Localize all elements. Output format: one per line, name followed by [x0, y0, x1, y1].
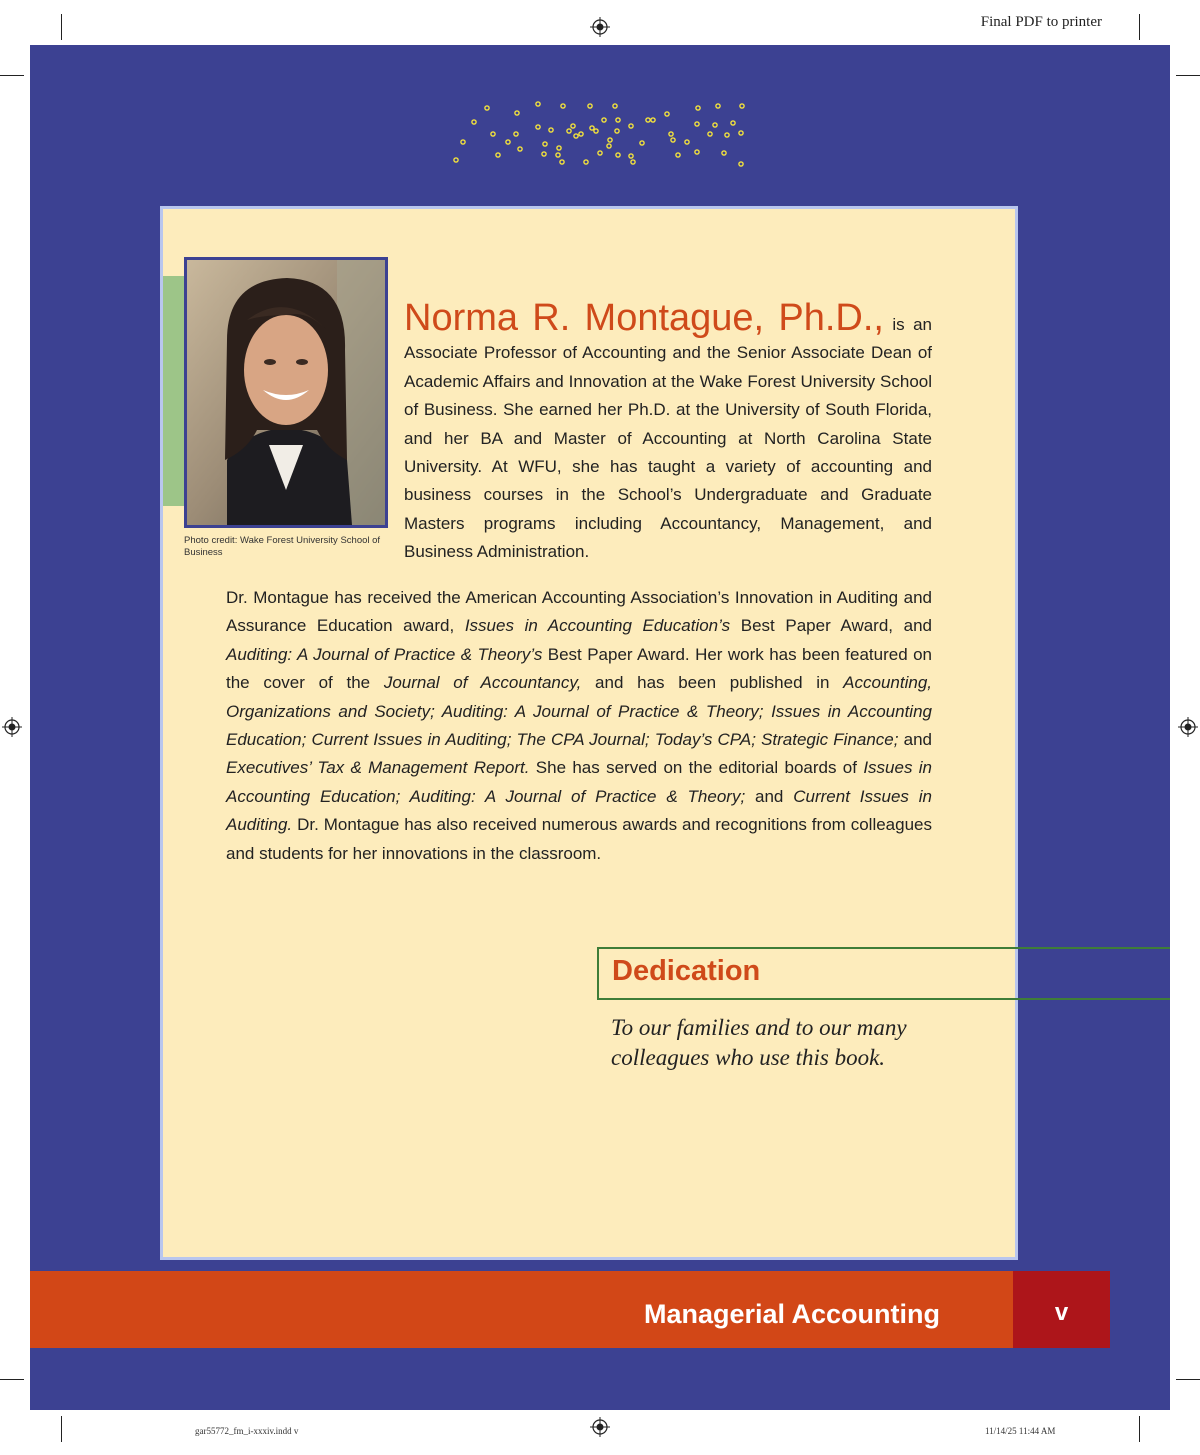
bio-paragraph-2 — [226, 584, 932, 868]
dot — [631, 160, 635, 164]
registration-mark-icon — [2, 717, 22, 737]
accent-bar — [163, 276, 185, 506]
dedication-text: To our families and to our many colleagues who use this book. — [611, 1015, 907, 1070]
crop-mark — [0, 1379, 24, 1380]
dot — [708, 132, 712, 136]
page-number: v — [1054, 1299, 1069, 1326]
dot — [669, 132, 673, 136]
bio-intro: is an Associate Professor of Accounting and the Senior Associate Dean of Academic Affairs and Innovation at the Wake Forest University School of Business. She earned her Ph.D. at the University of South Florida, and her BA and Master of Accounting at North Carolina State University. At WFU, she has taught a variety of accounting and business courses in the School’s Undergraduate and Graduate Masters programs including Accountancy, Management, and Business Administration. — [404, 315, 933, 562]
dot — [556, 153, 560, 157]
publication-title: Accounting, Organizations and Society; Auditing: A Journal of Practice & Theory; Issues in Accounting Education; Current Issues in Auditing; The CPA Journal; Today’s CPA; Strategic Finance; — [226, 673, 933, 750]
dot — [567, 129, 571, 133]
dot — [598, 151, 602, 155]
printer-slug: Final PDF to printer — [980, 14, 1102, 30]
publication-title: Auditing: A Journal of Practice & Theory’s — [226, 644, 543, 664]
dot — [557, 146, 561, 150]
dot — [613, 104, 617, 108]
dot — [543, 142, 547, 146]
crop-mark — [61, 1416, 62, 1442]
dot — [491, 132, 495, 136]
dots-decoration — [450, 100, 750, 170]
book-title: Managerial Accounting — [643, 1299, 940, 1329]
bio-text: and has been published in — [581, 673, 844, 693]
dot — [561, 104, 565, 108]
dot — [506, 140, 510, 144]
dot — [616, 118, 620, 122]
dot — [594, 129, 598, 133]
dot — [676, 153, 680, 157]
dot — [716, 104, 720, 108]
dot — [616, 153, 620, 157]
dot — [588, 104, 592, 108]
dot — [461, 140, 465, 144]
dot — [615, 129, 619, 133]
dot — [671, 138, 675, 142]
dot — [665, 112, 669, 116]
crop-mark — [1139, 1416, 1140, 1442]
publication-title: Executives’ Tax & Management Report. — [226, 758, 530, 778]
dot — [560, 160, 564, 164]
bio-text: and — [898, 730, 932, 750]
dot — [739, 162, 743, 166]
publication-title: Journal of Accountancy, — [383, 673, 582, 693]
crop-mark — [1176, 75, 1200, 76]
dot — [584, 160, 588, 164]
bio-text: She has served on the editorial boards of — [529, 758, 864, 778]
dot — [607, 144, 611, 148]
bio-text: and — [745, 786, 794, 806]
publication-title: Current Issues in Auditing. — [226, 786, 933, 835]
bio-text: Best Paper Award, and — [730, 616, 932, 636]
dot — [579, 132, 583, 136]
crop-mark — [61, 14, 62, 40]
dot — [590, 126, 594, 130]
dot — [514, 132, 518, 136]
dot — [713, 123, 717, 127]
dot — [695, 122, 699, 126]
bio-text: Dr. Montague has also received numerous awards and recognitions from colleagues and students for her innovations in the classroom. — [226, 815, 932, 863]
dot — [725, 133, 729, 137]
dot — [629, 124, 633, 128]
dot — [651, 118, 655, 122]
dot — [646, 118, 650, 122]
author-name: Norma R. Montague, Ph.D., — [404, 297, 884, 339]
photo-credit: Photo credit: Wake Forest University School of Business — [184, 535, 381, 558]
dot — [536, 125, 540, 129]
dot — [685, 140, 689, 144]
dot — [454, 158, 458, 162]
dot — [485, 106, 489, 110]
dot — [496, 153, 500, 157]
dot — [549, 128, 553, 132]
author-photo — [184, 257, 388, 528]
dot — [739, 131, 743, 135]
dot — [602, 118, 606, 122]
date-slug: 11/14/25 11:44 AM — [985, 1426, 1056, 1436]
bio-text: Best Paper Award. Her work has been featured on the cover of the — [226, 644, 932, 693]
dot — [731, 121, 735, 125]
crop-mark — [1139, 14, 1140, 40]
bio-paragraph — [404, 298, 932, 567]
dot — [472, 120, 476, 124]
crop-mark — [0, 75, 24, 76]
registration-mark-icon — [590, 17, 610, 37]
dot — [629, 154, 633, 158]
dot — [608, 138, 612, 142]
crop-mark — [1176, 1379, 1200, 1380]
publication-title: Issues in Accounting Education; Auditing: A Journal of Practice & Theory; — [226, 758, 933, 806]
dot — [542, 152, 546, 156]
dot — [695, 150, 699, 154]
dot — [574, 134, 578, 138]
dot — [696, 106, 700, 110]
dot — [640, 141, 644, 145]
dedication-heading: Dedication — [612, 955, 761, 987]
dot — [740, 104, 744, 108]
dot — [536, 102, 540, 106]
dot — [515, 111, 519, 115]
dot — [571, 124, 575, 128]
registration-mark-icon — [590, 1417, 610, 1437]
dot — [722, 151, 726, 155]
file-slug: gar55772_fm_i-xxxiv.indd v — [195, 1426, 299, 1436]
registration-mark-icon — [1178, 717, 1198, 737]
dot — [518, 147, 522, 151]
publication-title: Issues in Accounting Education’s — [464, 616, 731, 636]
bio-text: Dr. Montague has received the American Accounting Association’s Innovation in Auditing and Assurance Education award, — [226, 588, 932, 636]
